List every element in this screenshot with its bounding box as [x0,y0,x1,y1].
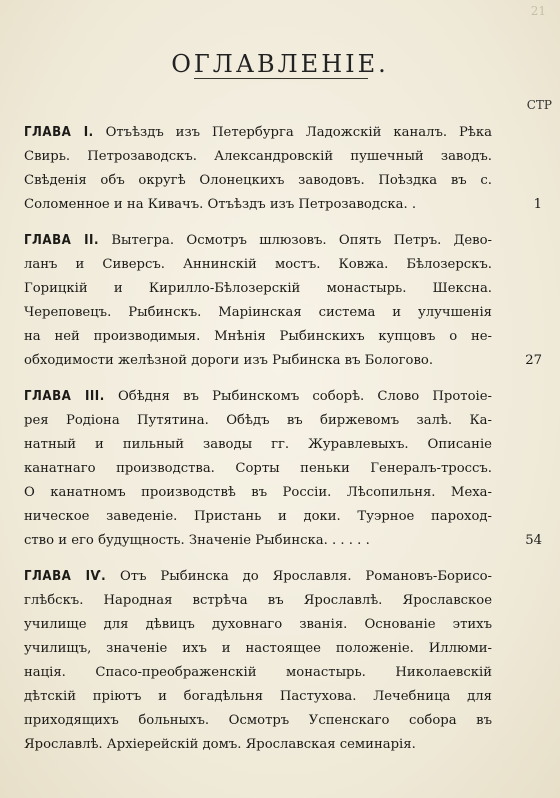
page-column-header: СТР [526,98,552,112]
toc-entry-line [24,385,544,409]
entry-page-number: 54 [525,533,542,548]
toc-entry-line: училище для дѣвицъ духовнаго званія. Основаніе этихъ [24,617,492,632]
toc-entry-line: Свѣденія объ округѣ Олонецкихъ заводовъ. Поѣздка въ с. [24,173,492,188]
toc-entry-line: ство и его будущность. Значеніе Рыбинска. . . . . . [24,533,370,548]
toc-entry-line: натный и пильный заводы гг. Журавлевыхъ. Описаніе [24,437,492,452]
toc-entry-line [24,229,544,253]
entry-text: Отъ Рыбинска до Ярославля. Романовъ-Борисо- [120,569,492,584]
chapter-label: ГЛАВА III. [24,389,105,404]
chapter-label: ГЛАВА II. [24,233,99,248]
entry-page-number: 27 [525,353,542,368]
entry-page-number: 1 [533,197,542,212]
page-title: ОГЛАВЛЕНІЕ. [171,50,389,78]
toc-entry-line: Ярославлѣ. Архіерейскій домъ. Ярославская семинарія. [24,737,416,752]
toc-entry-line: канатнаго производства. Сорты пеньки Генералъ-троссъ. [24,461,492,476]
toc-entry [24,121,544,217]
toc-entry-line: обходимости желѣзной дороги изъ Рыбинска въ Бологово. [24,353,434,368]
toc-entry-line: училищъ, значеніе ихъ и настоящее положеніе. Иллюми- [24,641,492,656]
toc-entry [24,385,544,553]
chapter-label: ГЛАВА IѴ. [24,569,107,584]
title-underline [194,78,368,79]
toc-entry-line [24,565,544,589]
toc-entry-line: рея Родіона Путятина. Обѣдъ въ биржевомъ залѣ. Ка- [24,413,492,428]
toc-entry-line: Горицкій и Кирилло-Бѣлозерскій монастырь. Шексна. [24,281,492,296]
toc-entry-line: ническое заведеніе. Пристань и доки. Туэрное пароход- [24,509,492,524]
entry-text: Отъѣздъ изъ Петербурга Ладожскій каналъ. Рѣка [105,125,492,140]
toc-entry-line: Соломенное и на Кивачъ. Отъѣздъ изъ Петрозаводска. . [24,197,417,212]
toc-entry-line: нація. Спасо-преображенскій монастырь. Николаевскій [24,665,492,680]
entry-text: Вытегра. Осмотръ шлюзовъ. Опять Петръ. Дево- [111,233,492,248]
toc-entry-line: приходящихъ больныхъ. Осмотръ Успенскаго собора въ [24,713,492,728]
toc-entry-line: О канатномъ производствѣ въ Россіи. Лѣсопильня. Меха- [24,485,492,500]
toc-entry-line: ланъ и Сиверсъ. Аннинскій мостъ. Ковжа. Бѣлозерскъ. [24,257,492,272]
toc-entry-line: на ней производимыя. Мнѣнія Рыбинскихъ купцовъ о не- [24,329,492,344]
corner-page-mark: 21 [530,4,546,18]
table-of-contents [24,121,544,769]
toc-entry-line: Свирь. Петрозаводскъ. Александровскій пушечный заводъ. [24,149,492,164]
chapter-label: ГЛАВА I. [24,125,94,140]
toc-entry-line: глѣбскъ. Народная встрѣча въ Ярославлѣ. Ярославское [24,593,492,608]
toc-entry [24,229,544,373]
toc-entry-line [24,121,544,145]
toc-entry [24,565,544,757]
toc-entry-line: Череповецъ. Рыбинскъ. Маріинская система и улучшенія [24,305,492,320]
toc-entry-line: дѣтскій пріютъ и богадѣльня Пастухова. Лечебница для [24,689,492,704]
entry-text: Обѣдня въ Рыбинскомъ соборѣ. Слово Протоіе- [117,389,493,404]
